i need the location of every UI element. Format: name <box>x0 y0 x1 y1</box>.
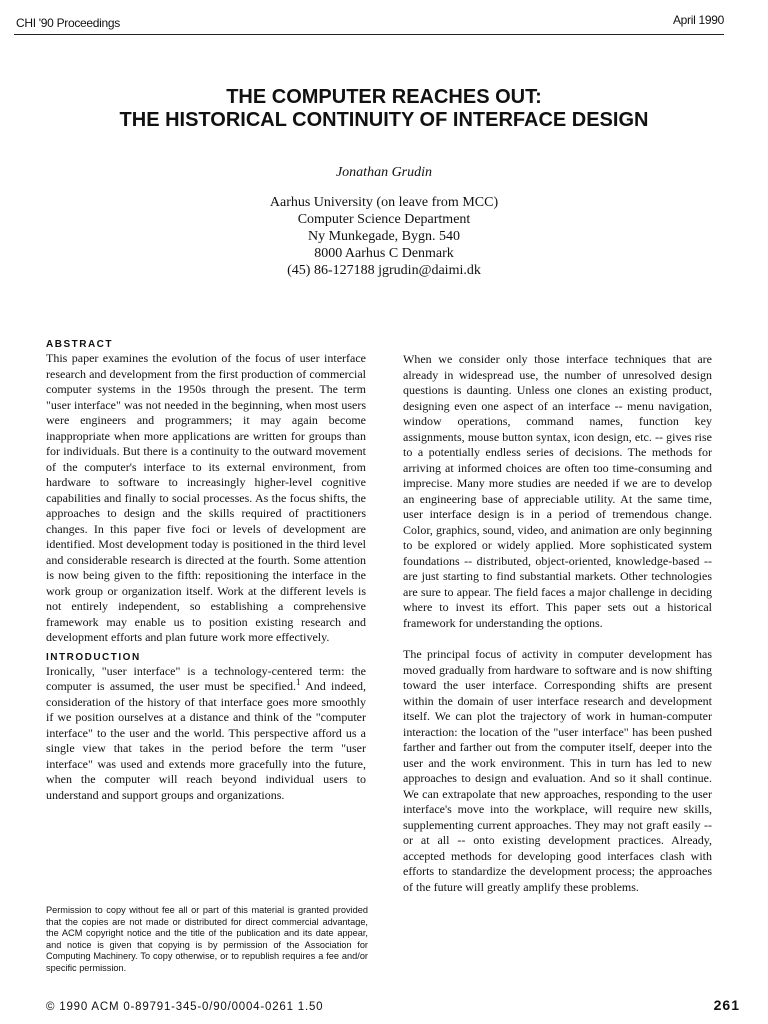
affiliation-line: Ny Munkegade, Bygn. 540 <box>307 229 461 244</box>
paper-title <box>0 86 768 132</box>
page-number: 261 <box>713 997 740 1013</box>
header-rule <box>14 34 724 35</box>
footnote-mark: 1 <box>296 677 301 687</box>
running-header-right: April 1990 <box>672 13 724 27</box>
author-affiliation <box>0 194 768 279</box>
affiliation-line: Computer Science Department <box>297 212 471 227</box>
introduction-text-part-a: Ironically, "user interface" is a technology-centered term: the computer is assumed, the user must be specified. <box>46 663 366 693</box>
abstract-heading: ABSTRACT <box>46 339 113 350</box>
introduction-text-part-b: And indeed, consideration of the history of that interface goes more smoothly if we position ourselves at a distance and think of the "computer interface" to the user and the world. This perspective afford us a single view that takes in the period before the term "user interface" was used and extends more gracefully into the future, when the computer will reach beyond individual users to understand and support groups and organizations. <box>46 679 366 802</box>
title-line-2: THE HISTORICAL CONTINUITY OF INTERFACE DESIGN <box>119 109 649 131</box>
right-column <box>403 352 712 895</box>
introduction-text <box>46 664 366 804</box>
author-name: Jonathan Grudin <box>335 165 433 180</box>
affiliation-line: (45) 86-127188 jgrudin@daimi.dk <box>287 263 481 278</box>
copyright-footer: © 1990 ACM 0-89791-345-0/90/0004-0261 1.50 <box>46 1001 324 1013</box>
body-paragraph-2: The principal focus of activity in computer development has moved gradually from hardware to software and is now shifting toward the user interface. Corresponding shifts are present within the domain of user interface research and development itself. We can plot the trajectory of work in human-computer interaction: the location of the "user interface" has been pushed farther and farther out from the computer itself, deeper into the user and the work environment. This in turn has led to new approaches to design and evaluation. And so it shall continue. We can extrapolate that new approaches, responding to the user interface's move into the workplace, will require new skills, supplementing current approaches. They may not graft easily -- or at all -- onto existing development practices. Already, accepted methods for developing good interfaces clash with efforts to standardize the development process; the approaches of the future will greatly amplify these problems. <box>403 647 712 894</box>
running-header-left: CHI '90 Proceedings <box>16 16 120 30</box>
body-paragraph-1: When we consider only those interface techniques that are already in widespread use, the number of unresolved design questions is daunting. Unless one clones an existing product, designing even one aspect of an interface -- menu navigation, window operations, command names, function key assignments, mouse button syntax, icon design, etc. -- gives rise to a potentially endless series of decisions. The methods for arriving at informed choices are often too time-consuming and imprecise. Many more studies are needed if we are to develop an engineering base of appreciable utility. At the same time, user interface design is in a period of tremendous change. Color, graphics, sound, video, and animation are only beginning to be explored or widely applied. More sophisticated system foundations -- distributed, object-oriented, knowledge-based -- are just starting to find substantial markets. Other technologies are sure to appear. The field faces a major challenge in deciding where to invest its effort. This paper sets out a historical framework for understanding the options. <box>403 352 712 630</box>
affiliation-line: 8000 Aarhus C Denmark <box>314 246 454 261</box>
left-column <box>46 338 366 803</box>
introduction-heading: INTRODUCTION <box>46 651 141 663</box>
affiliation-line: Aarhus University (on leave from MCC) <box>269 195 499 210</box>
permission-notice: Permission to copy without fee all or part of this material is granted provided that the copies are not made or distributed for direct commercial advantage, the ACM copyright notice and the title of the publication and its date appear, and notice is given that copying is by permission of the Association for Computing Machinery. To copy otherwise, or to republish requires a fee and/or specific permission. <box>46 905 368 973</box>
abstract-text: This paper examines the evolution of the focus of user interface research and development from the first production of commercial computer systems in the 1950s through the present. The term "user interface" was not needed in the beginning, when most users were engineers and programmers; it may again become inappropriate when more applications are written for groups than for individuals. But there is a continuity to the outward movement of the computer's interface to its external environment, from hardware to software to increasingly higher-level cognitive capabilities and finally to social processes. As the focus shifts, the approaches to design and the skills required of practitioners changes. In this paper five foci or levels of development are identified. Most development today is positioned in the third level and considerable research is directed at the fourth. Some attention is now being given to the fifth: repositioning the interface in the work group or organization itself. Work at the different levels is not entirely independent, so establishing a comprehensive framework may enable us to position existing research and development efforts and plan future work more effectively. <box>46 351 366 644</box>
title-line-1: THE COMPUTER REACHES OUT: <box>226 86 542 108</box>
